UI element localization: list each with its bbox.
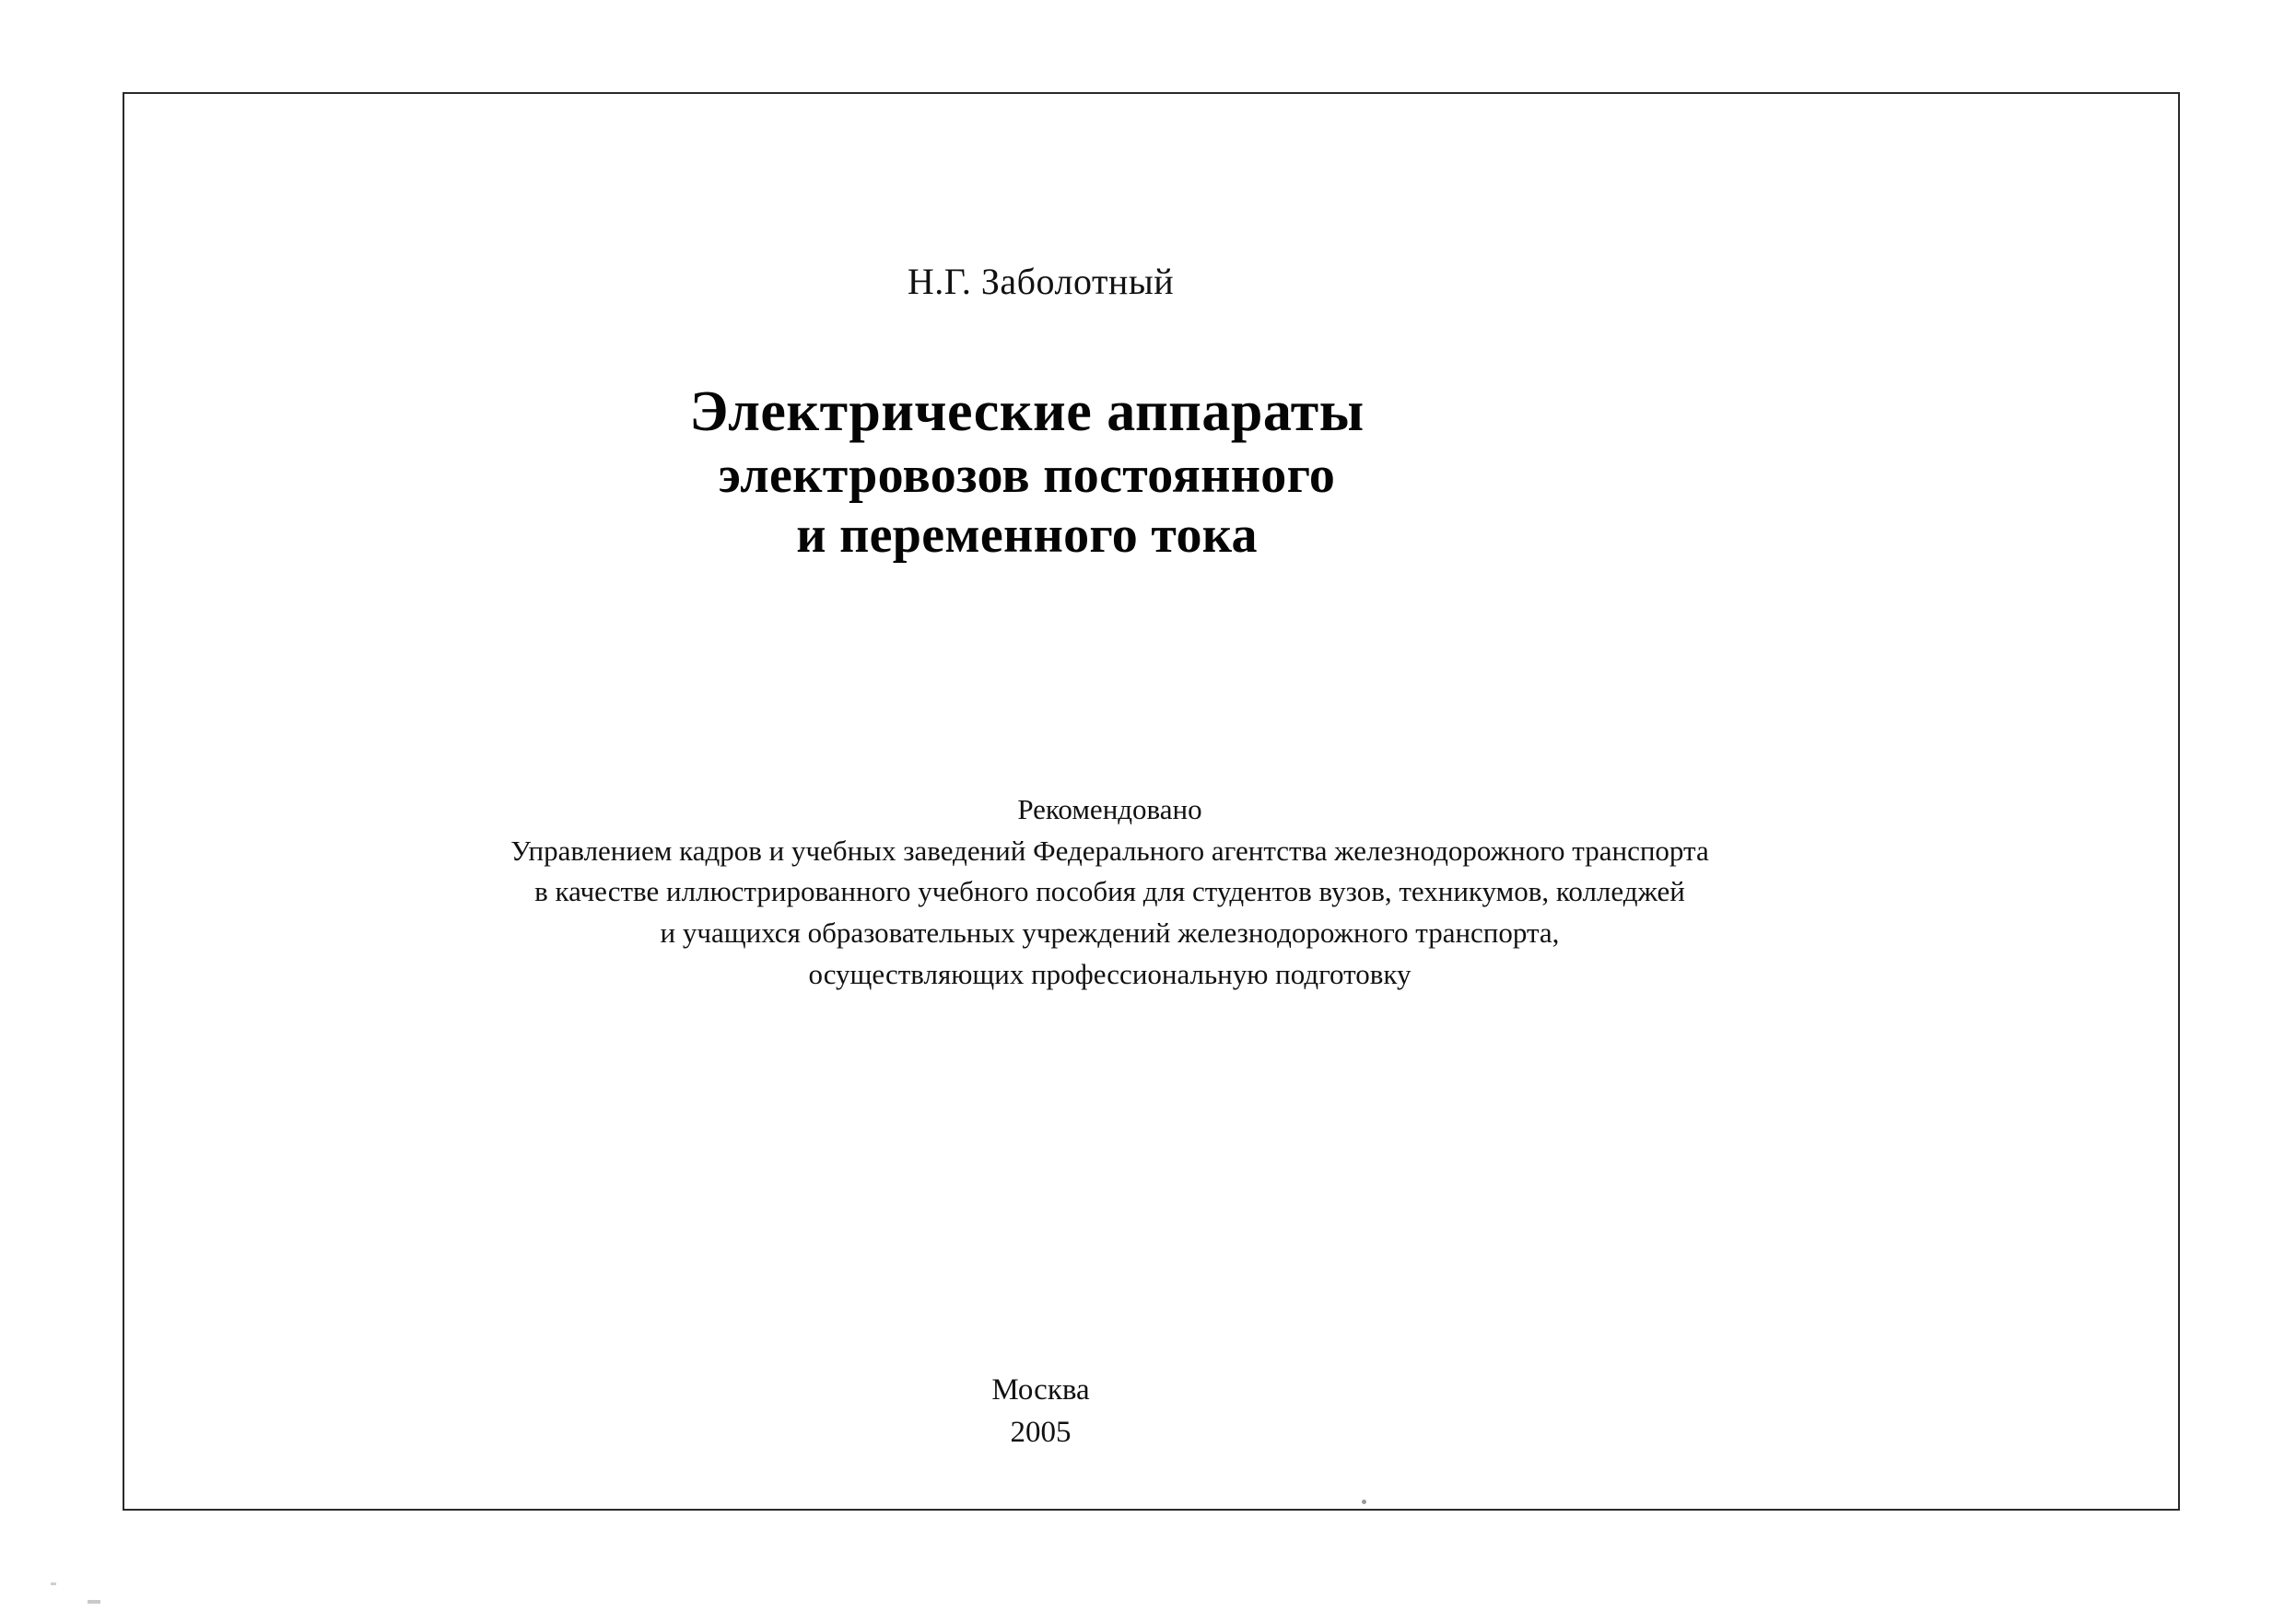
recommendation-line-4: и учащихся образовательных учреждений железнодорожного транспорта,	[660, 916, 1560, 949]
author-name: Н.Г. Заболотный	[907, 261, 1175, 302]
recommendation-note	[124, 789, 2178, 995]
imprint-year: 2005	[1010, 1415, 1072, 1449]
recommendation-lines	[510, 789, 1708, 995]
book-title	[124, 379, 2178, 566]
author-line	[124, 260, 2178, 303]
book-title-lines	[689, 379, 1364, 566]
recommendation-line-3: в качестве иллюстрированного учебного пособия для студентов вузов, техникумов, колледжей	[534, 875, 1685, 908]
recommendation-line-1: Рекомендовано	[1017, 793, 1202, 825]
page-border-frame	[123, 92, 2180, 1511]
book-title-line-1: Электрические аппараты	[689, 380, 1365, 443]
scan-artifact-speckle	[88, 1600, 100, 1604]
scan-artifact-speckle-small	[51, 1582, 56, 1585]
book-title-line-2: электровозов постоянного	[718, 446, 1336, 504]
book-title-line-3: и переменного тока	[796, 506, 1258, 564]
imprint	[124, 1369, 2178, 1454]
recommendation-line-2: Управлением кадров и учебных заведений Федерального агентства железнодорожного транспорта	[510, 834, 1709, 867]
title-page-content	[124, 94, 2178, 1509]
imprint-city: Москва	[991, 1372, 1090, 1407]
recommendation-line-5: осуществляющих профессиональную подготовку	[808, 957, 1412, 990]
scan-artifact-dot	[1362, 1500, 1366, 1504]
imprint-lines	[991, 1369, 1089, 1454]
